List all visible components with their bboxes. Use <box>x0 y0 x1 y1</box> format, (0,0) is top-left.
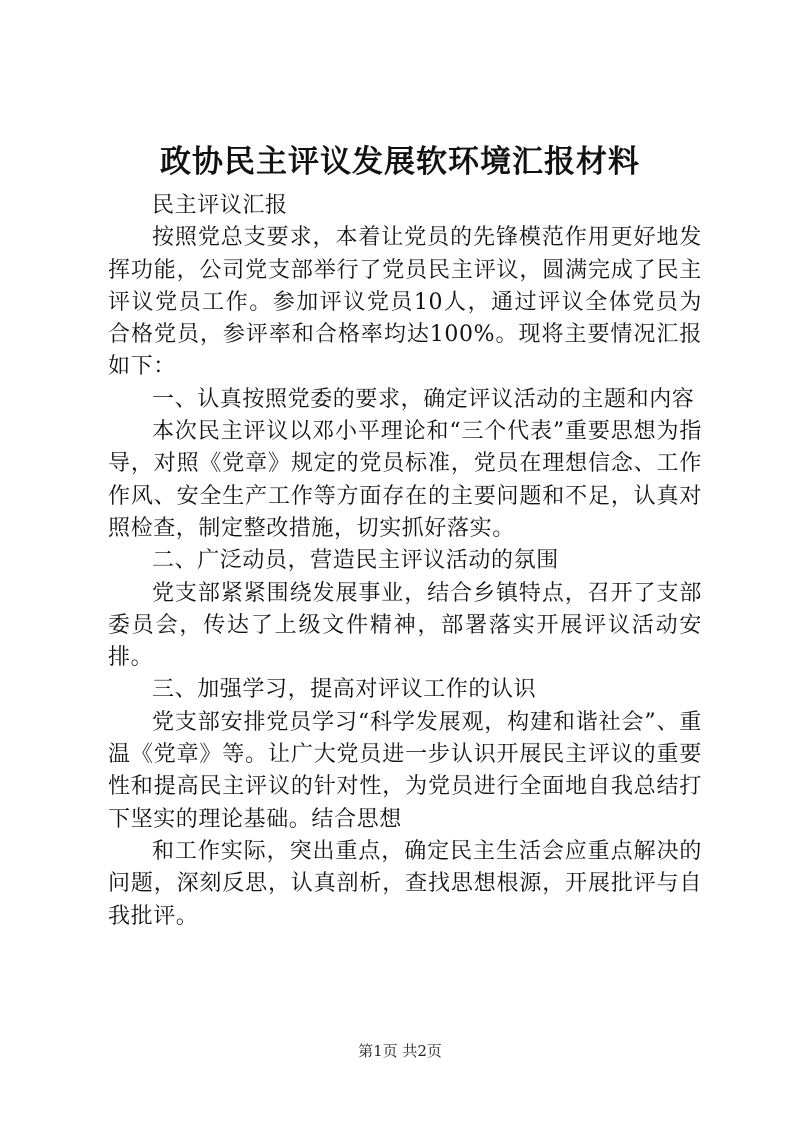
paragraph-section-heading: 民主评议汇报 <box>152 193 288 218</box>
page-number: 第1页 共2页 <box>358 1042 442 1060</box>
document-title: 政协民主评议发展软环境汇报材料 <box>160 144 640 180</box>
paragraph-part-two: 党支部紧紧围绕发展事业，结合乡镇特点，召开了支部委员会，传达了上级文件精神，部署落实开展评议活动安排。 <box>108 580 702 671</box>
heading-part-one: 一、认真按照党委的要求，确定评议活动的主题和内容 <box>152 386 695 412</box>
paragraph-part-three: 党支部安排党员学习“科学发展观，构建和谐社会”、重温《党章》等。让广大党员进一步认识开展民主评议的重要性和提高民主评议的针对性，为党员进行全面地自我总结打下坚实的理论基础。结合思想 <box>108 709 702 832</box>
paragraph-continuation: 和工作实际，突出重点，确定民主生活会应重点解决的问题，深刻反思，认真剖析，查找思想根源，开展批评与自我批评。 <box>108 838 702 929</box>
paragraph-intro: 按照党总支要求，本着让党员的先锋模范作用更好地发挥功能，公司党支部举行了党员民主评议，圆满完成了民主评议党员工作。参加评议党员10人，通过评议全体党员为合格党员，参评率和合格率均达100%。现将主要情况汇报如下： <box>108 225 702 380</box>
document-body <box>108 190 702 933</box>
paragraph-part-one: 本次民主评议以邓小平理论和“三个代表”重要思想为指导，对照《党章》规定的党员标准，党员在理想信念、工作作风、安全生产工作等方面存在的主要问题和不足，认真对照检查，制定整改措施，切实抓好落实。 <box>108 419 702 541</box>
heading-part-two: 二、广泛动员，营造民主评议活动的氛围 <box>152 548 559 574</box>
heading-part-three: 三、加强学习，提高对评议工作的认识 <box>152 677 537 703</box>
